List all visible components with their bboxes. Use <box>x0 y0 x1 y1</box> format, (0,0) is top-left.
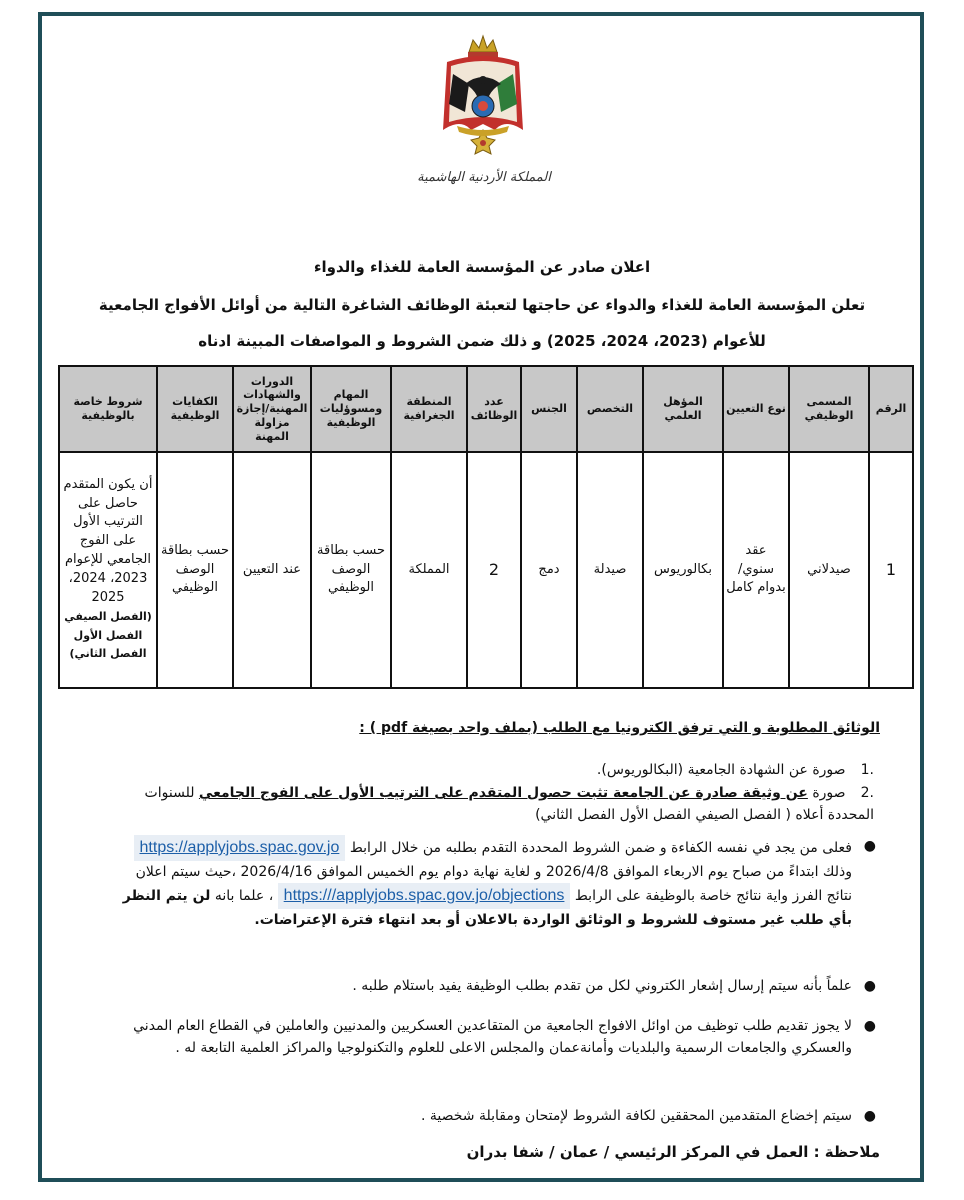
header-gender: الجنس <box>521 366 577 452</box>
restriction-text: لا يجوز تقديم طلب توظيف من اوائل الافواج الجامعية من المتقاعدين العسكريين والمدنيين والعاملين في القطاع العام المدني والعسكري والجامعات الرسمية والبلديات وأمانةعمان والمجلس الاعلى للعلوم والتكنولوجيا والمراكز العلمية التابعة له . <box>133 1018 852 1057</box>
cell-courses: عند التعيين <box>233 452 311 688</box>
header-number: الرقم <box>869 366 913 452</box>
item-2-post: للسنوات المحددة أعلاه ( الفصل الصيفي الفصل الأول الفصل الثاني) <box>144 785 874 823</box>
intro-line-1: تعلن المؤسسة العامة للغذاء والدواء عن حاجتها لتعبئة الوظائف الشاغرة التالية من أوائل الأفواج الجامعية <box>98 296 866 314</box>
kingdom-name: المملكة الأردنية الهاشمية <box>417 170 551 185</box>
cell-appointment-type: عقد سنوي/ بدوام كامل <box>723 452 789 688</box>
table-header-row <box>59 366 913 452</box>
item-2-number: .2 <box>860 785 874 801</box>
cell-special-conditions <box>59 452 157 688</box>
exam-bullet <box>110 1105 880 1127</box>
apply-text-3: ، علما بانه <box>214 887 274 904</box>
bullet-icon: ● <box>863 1108 876 1124</box>
cell-number: 1 <box>869 452 913 688</box>
table-row <box>59 452 913 688</box>
item-1-text: صورة عن الشهادة الجامعية (البكالوريوس). <box>596 762 846 778</box>
header-specialty: التخصص <box>577 366 643 452</box>
location-note: ملاحظة : العمل في المركز الرئيسي / عمان / شفا بدران <box>466 1143 880 1161</box>
conditions-semesters: (الفصل الصيفي الفصل الأول الفصل الثاني) <box>64 609 152 661</box>
bullet-icon: ● <box>863 838 876 854</box>
exam-text: سيتم إخضاع المتقدمين المحققين لكافة الشروط لإمتحان ومقابلة شخصية . <box>420 1108 852 1124</box>
announcement-title: اعلان صادر عن المؤسسة العامة للغذاء والدواء <box>313 258 651 276</box>
header-competencies: الكفايات الوظيفية <box>157 366 233 452</box>
header-region: المنطقة الجغرافية <box>391 366 467 452</box>
intro-line-2: للأعوام (2023، 2024، 2025) و ذلك ضمن الشروط و المواصفات المبينة ادناه <box>198 332 766 350</box>
header-special-conditions: شروط خاصة بالوظيفية <box>59 366 157 452</box>
restriction-bullet <box>110 1015 880 1060</box>
apply-link[interactable]: https://applyjobs.spac.gov.jo <box>134 835 346 861</box>
bullet-icon: ● <box>863 978 876 994</box>
jobs-table <box>58 365 914 689</box>
conditions-text: أن يكون المتقدم حاصل على الترتيب الأول على الفوج الجامعي للإعوام 2023، 2024، 2025 <box>63 476 153 605</box>
header-job-title: المسمى الوظيفي <box>789 366 869 452</box>
objections-link[interactable]: https:///applyjobs.spac.gov.jo/objections <box>278 883 571 909</box>
item-2-pre: صورة <box>812 785 846 801</box>
cell-specialty: صيدلة <box>577 452 643 688</box>
apply-bold-text: لن يتم النظر بأي طلب غير مستوف للشروط و الوثائق الواردة بالاعلان أو بعد انتهاء فترة الإعتراضات. <box>122 887 852 928</box>
jordan-coat-of-arms-icon <box>435 34 531 158</box>
documents-title: الوثائق المطلوبة و التي ترفق الكترونيا مع الطلب (بملف واحد بصيغة pdf ) : <box>359 720 880 736</box>
cell-duties: حسب بطاقة الوصف الوظيفي <box>311 452 391 688</box>
apply-text-2: وذلك ابتداءً من صباح يوم الاربعاء الموافق 2026/4/8 و لغاية نهاية دوام يوم الخميس الموافق 2026/4/16 ،حيث سيتم اعلان نتائج الفرز واية نتائج خاصة بالوظيفة على الرابط <box>135 863 852 904</box>
notice-bullet <box>110 975 880 997</box>
apply-text-1: فعلى من يجد في نفسه الكفاءة و ضمن الشروط المحددة التقدم بطلبه من خلال الرابط <box>349 840 852 856</box>
notice-text: علماً بأنه سيتم إرسال إشعار الكتروني لكل من تقدم بطلب الوظيفة يفيد باستلام طلبه . <box>352 978 852 994</box>
cell-job-title: صيدلاني <box>789 452 869 688</box>
header-appointment-type: نوع التعيين <box>723 366 789 452</box>
cell-gender: دمج <box>521 452 577 688</box>
document-item-2 <box>124 783 874 826</box>
document-item-1 <box>124 760 874 782</box>
header-duties: المهام ومسوؤليات الوظيفية <box>311 366 391 452</box>
header-qualification: المؤهل العلمي <box>643 366 723 452</box>
bullet-icon: ● <box>863 1018 876 1034</box>
cell-vacancies: 2 <box>467 452 521 688</box>
header-courses: الدورات والشهادات المهنية/إجازة مزاولة المهنة <box>233 366 311 452</box>
cell-competencies: حسب بطاقة الوصف الوظيفي <box>157 452 233 688</box>
apply-bullet <box>110 835 880 931</box>
cell-region: المملكة <box>391 452 467 688</box>
header-vacancies: عدد الوظائف <box>467 366 521 452</box>
cell-qualification: بكالوريوس <box>643 452 723 688</box>
item-2-bold: عن وثيقة صادرة عن الجامعة تثبت حصول المتقدم على الترتيب الأول على الفوج الجامعي <box>198 785 808 801</box>
item-1-number: .1 <box>860 762 874 778</box>
